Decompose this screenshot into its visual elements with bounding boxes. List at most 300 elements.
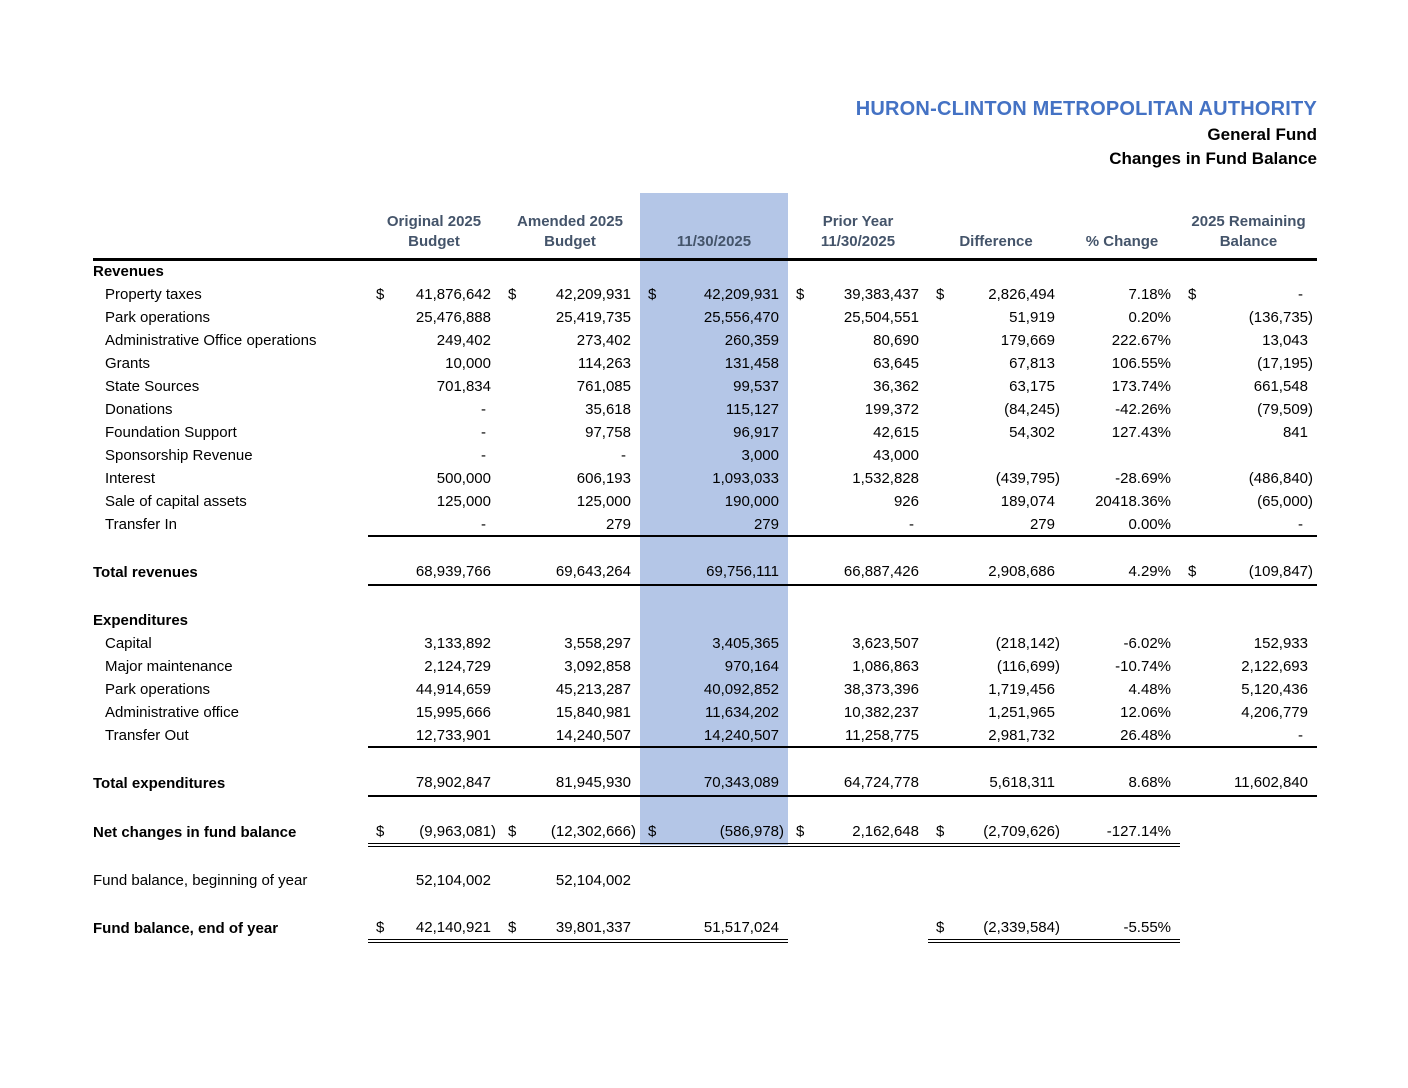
cell-prior (788, 444, 928, 467)
cell-original (368, 398, 500, 421)
cell-remaining (1180, 467, 1317, 490)
row-label: Administrative Office operations (105, 332, 317, 349)
cell-value: - (621, 447, 626, 464)
cell-current (640, 352, 788, 375)
cell-value: 51,517,024 (703, 918, 779, 936)
cell-amended (500, 585, 640, 608)
table-row (93, 632, 1317, 655)
cell-prior (788, 701, 928, 724)
cell-value: -6.02% (1123, 635, 1171, 652)
cell-difference (928, 585, 1064, 608)
cell-amended (500, 770, 640, 796)
cell-value: 5,120,436 (1241, 681, 1308, 698)
cell-pct-change (1064, 915, 1180, 941)
cell-difference (928, 796, 1064, 819)
cell-current (640, 585, 788, 608)
cell-difference (928, 724, 1064, 747)
cell-prior (788, 490, 928, 513)
cell-current (640, 513, 788, 536)
spacer-row (93, 845, 1317, 869)
cell-original (368, 421, 500, 444)
cell-remaining (1180, 845, 1317, 869)
cell-difference (928, 892, 1064, 915)
cell-value: 43,000 (873, 447, 919, 464)
cell-pct-change (1064, 329, 1180, 352)
table-row (93, 352, 1317, 375)
cell-value: 1,093,033 (712, 470, 779, 487)
cell-pct-change (1064, 259, 1180, 283)
row-label: Donations (105, 401, 173, 418)
cell-value: 10,382,237 (843, 704, 919, 721)
cell-prior (788, 352, 928, 375)
cell-value: 38,373,396 (843, 681, 919, 698)
cell-original (368, 892, 500, 915)
cell-amended (500, 892, 640, 915)
cell-amended (500, 490, 640, 513)
col-header-current (640, 193, 788, 259)
cell-value: 63,175 (1009, 378, 1055, 395)
header-row (93, 193, 1317, 259)
cell-value: 25,476,888 (415, 309, 491, 326)
cell-prior (788, 678, 928, 701)
cell-value: 2,124,729 (424, 658, 491, 675)
cell-remaining (1180, 421, 1317, 444)
cell-current (640, 259, 788, 283)
table-body (93, 259, 1317, 941)
cell-remaining (1180, 259, 1317, 283)
cell-amended (500, 513, 640, 536)
dollar-sign: $ (796, 822, 805, 840)
cell-current (640, 701, 788, 724)
cell-value: 0.20% (1128, 309, 1171, 326)
cell-amended (500, 632, 640, 655)
row-label: Major maintenance (105, 658, 233, 675)
cell-value: (9,963,081) (419, 822, 496, 840)
cell-remaining (1180, 796, 1317, 819)
cell-value: 63,645 (873, 355, 919, 372)
cell-value: 3,623,507 (852, 635, 919, 652)
cell-pct-change (1064, 869, 1180, 892)
cell-difference (928, 655, 1064, 678)
cell-prior (788, 536, 928, 559)
cell-amended (500, 467, 640, 490)
cell-current (640, 375, 788, 398)
table-row (93, 513, 1317, 536)
cell-prior (788, 915, 928, 941)
fund-title: General Fund (1207, 125, 1317, 144)
cell-amended (500, 536, 640, 559)
cell-value: - (1298, 286, 1303, 303)
cell-value: 35,618 (585, 401, 631, 418)
cell-value: 80,690 (873, 332, 919, 349)
cell-pct-change (1064, 655, 1180, 678)
cell-value: -42.26% (1115, 401, 1171, 418)
cell-difference (928, 467, 1064, 490)
cell-amended (500, 444, 640, 467)
corner-cell (93, 193, 368, 259)
cell-original (368, 585, 500, 608)
table-row (93, 467, 1317, 490)
cell-current (640, 444, 788, 467)
cell-value: - (481, 447, 486, 464)
cell-difference (928, 770, 1064, 796)
col-header-pct-change (1064, 193, 1180, 259)
cell-original (368, 375, 500, 398)
col-header-line: Original 2025 (386, 212, 482, 230)
cell-value: 131,458 (724, 355, 779, 372)
authority-title: HURON-CLINTON METROPOLITAN AUTHORITY (855, 98, 1317, 120)
cell-remaining (1180, 513, 1317, 536)
col-header-amended (500, 193, 640, 259)
cell-pct-change (1064, 608, 1180, 632)
table-row (93, 655, 1317, 678)
cell-current (640, 467, 788, 490)
col-header-difference (928, 193, 1064, 259)
cell-original (368, 490, 500, 513)
cell-value: - (1298, 515, 1303, 533)
row-label: Revenues (93, 263, 164, 281)
cell-remaining (1180, 915, 1317, 941)
cell-value: 11,634,202 (705, 704, 779, 721)
cell-difference (928, 444, 1064, 467)
cell-amended (500, 306, 640, 329)
dollar-sign: $ (936, 286, 945, 303)
cell-remaining (1180, 608, 1317, 632)
col-header-line: Budget (408, 232, 460, 250)
cell-value: 10,000 (445, 355, 491, 372)
cell-value: 64,724,778 (843, 774, 919, 791)
cell-pct-change (1064, 724, 1180, 747)
cell-value: 1,719,456 (988, 681, 1055, 698)
table-row (93, 421, 1317, 444)
cell-difference (928, 283, 1064, 306)
row-label: Interest (105, 470, 156, 487)
dollar-sign: $ (376, 918, 385, 936)
cell-remaining (1180, 398, 1317, 421)
dollar-sign: $ (508, 286, 517, 303)
col-header-remaining (1180, 193, 1317, 259)
cell-current (640, 869, 788, 892)
cell-prior (788, 329, 928, 352)
col-header-line: % Change (1085, 232, 1159, 250)
cell-amended (500, 724, 640, 747)
cell-value: 3,092,858 (564, 658, 631, 675)
cell-value: 51,919 (1009, 309, 1055, 326)
cell-difference (928, 559, 1064, 585)
cell-value: 273,402 (576, 332, 631, 349)
cell-remaining (1180, 585, 1317, 608)
cell-prior (788, 796, 928, 819)
cell-value: 42,140,921 (415, 918, 491, 936)
cell-amended (500, 915, 640, 941)
cell-value: 42,209,931 (555, 286, 631, 303)
table-row (93, 329, 1317, 352)
cell-current (640, 796, 788, 819)
cell-value: 14,240,507 (555, 726, 631, 744)
col-header-line: Amended 2025 (517, 212, 623, 230)
table-row (93, 915, 1317, 941)
fund-balance-table (93, 193, 1317, 943)
cell-value: (116,699) (996, 658, 1060, 675)
cell-value: 20418.36% (1095, 493, 1171, 510)
table-row (93, 306, 1317, 329)
cell-pct-change (1064, 490, 1180, 513)
cell-value: 3,405,365 (712, 635, 779, 652)
dollar-sign: $ (508, 822, 517, 840)
cell-value: 114,263 (577, 355, 631, 372)
cell-pct-change (1064, 513, 1180, 536)
cell-value: 199,372 (864, 401, 919, 418)
cell-value: -127.14% (1106, 822, 1171, 840)
cell-current (640, 421, 788, 444)
cell-amended (500, 819, 640, 845)
cell-value: - (481, 515, 486, 533)
cell-prior (788, 559, 928, 585)
cell-value: 222.67% (1111, 332, 1171, 349)
cell-current (640, 536, 788, 559)
cell-value: 4.29% (1128, 563, 1171, 580)
table-row (93, 559, 1317, 585)
cell-value: 179,669 (1000, 332, 1055, 349)
cell-original (368, 283, 500, 306)
cell-prior (788, 398, 928, 421)
cell-prior (788, 421, 928, 444)
cell-remaining (1180, 770, 1317, 796)
cell-value: (2,339,584) (983, 918, 1060, 936)
cell-value: 26.48% (1120, 726, 1171, 744)
cell-value: 4,206,779 (1241, 704, 1308, 721)
cell-value: (136,735) (1248, 309, 1313, 326)
cell-prior (788, 892, 928, 915)
cell-current (640, 608, 788, 632)
table-row (93, 678, 1317, 701)
cell-original (368, 819, 500, 845)
cell-amended (500, 329, 640, 352)
cell-difference (928, 259, 1064, 283)
cell-difference (928, 306, 1064, 329)
cell-value: 68,939,766 (415, 563, 491, 580)
row-label: Foundation Support (105, 424, 237, 441)
cell-pct-change (1064, 770, 1180, 796)
cell-value: 761,085 (576, 378, 631, 395)
cell-current (640, 892, 788, 915)
dollar-sign: $ (648, 286, 657, 303)
row-label: Total revenues (93, 563, 198, 581)
cell-original (368, 513, 500, 536)
cell-original (368, 869, 500, 892)
cell-prior (788, 747, 928, 770)
dollar-sign: $ (936, 822, 945, 840)
cell-value: 66,887,426 (843, 563, 919, 580)
col-header-line: Difference (959, 232, 1033, 250)
cell-value: 5,618,311 (989, 774, 1055, 791)
cell-value: 25,556,470 (703, 309, 779, 326)
row-label: Fund balance, beginning of year (93, 872, 308, 889)
cell-difference (928, 678, 1064, 701)
cell-value: 173.74% (1111, 378, 1171, 395)
cell-pct-change (1064, 585, 1180, 608)
cell-difference (928, 513, 1064, 536)
cell-value: -28.69% (1115, 470, 1171, 487)
cell-pct-change (1064, 845, 1180, 869)
cell-original (368, 259, 500, 283)
cell-value: 152,933 (1253, 635, 1308, 652)
cell-current (640, 678, 788, 701)
cell-value: 39,383,437 (843, 286, 919, 303)
cell-value: 69,756,111 (706, 563, 779, 580)
cell-current (640, 398, 788, 421)
cell-amended (500, 559, 640, 585)
cell-value: 279 (1029, 515, 1055, 533)
cell-difference (928, 375, 1064, 398)
cell-value: 44,914,659 (415, 681, 491, 698)
row-label: Administrative office (105, 704, 239, 721)
cell-remaining (1180, 375, 1317, 398)
cell-current (640, 559, 788, 585)
cell-prior (788, 632, 928, 655)
cell-value: 11,602,840 (1234, 774, 1308, 791)
col-header-line: 2025 Remaining (1191, 212, 1306, 230)
cell-current (640, 770, 788, 796)
cell-prior (788, 770, 928, 796)
cell-prior (788, 819, 928, 845)
row-label: Transfer Out (105, 727, 189, 744)
cell-pct-change (1064, 444, 1180, 467)
cell-remaining (1180, 724, 1317, 747)
cell-remaining (1180, 306, 1317, 329)
table-row (93, 770, 1317, 796)
cell-value: 1,086,863 (852, 658, 919, 675)
cell-value: 52,104,002 (415, 872, 491, 889)
cell-remaining (1180, 819, 1317, 845)
cell-value: 15,995,666 (415, 704, 491, 721)
cell-prior (788, 655, 928, 678)
cell-value: 926 (893, 493, 919, 510)
cell-value: 1,532,828 (852, 470, 919, 487)
cell-pct-change (1064, 536, 1180, 559)
cell-original (368, 770, 500, 796)
spacer-row (93, 796, 1317, 819)
cell-original (368, 845, 500, 869)
cell-value: 13,043 (1262, 332, 1308, 349)
cell-difference (928, 701, 1064, 724)
cell-amended (500, 869, 640, 892)
cell-amended (500, 701, 640, 724)
cell-amended (500, 678, 640, 701)
cell-value: 125,000 (576, 493, 631, 510)
cell-value: 25,504,551 (843, 309, 919, 326)
cell-amended (500, 747, 640, 770)
cell-remaining (1180, 490, 1317, 513)
cell-original (368, 632, 500, 655)
cell-pct-change (1064, 398, 1180, 421)
cell-value: 25,419,735 (555, 309, 631, 326)
row-label (93, 845, 368, 869)
cell-prior (788, 585, 928, 608)
row-label: Grants (105, 355, 151, 372)
cell-original (368, 444, 500, 467)
cell-value: 2,162,648 (852, 822, 919, 840)
cell-difference (928, 915, 1064, 941)
cell-amended (500, 421, 640, 444)
cell-difference (928, 398, 1064, 421)
cell-value: 189,074 (1000, 493, 1055, 510)
dollar-sign: $ (1188, 563, 1197, 580)
row-label: Total expenditures (93, 774, 226, 792)
dollar-sign: $ (1188, 286, 1197, 303)
cell-prior (788, 283, 928, 306)
cell-pct-change (1064, 467, 1180, 490)
table-row (93, 701, 1317, 724)
cell-value: 12,733,901 (415, 726, 491, 744)
dollar-sign: $ (376, 286, 385, 303)
cell-difference (928, 421, 1064, 444)
cell-amended (500, 608, 640, 632)
cell-value: 127.43% (1111, 424, 1171, 441)
cell-original (368, 915, 500, 941)
cell-amended (500, 352, 640, 375)
cell-value: 70,343,089 (703, 774, 779, 791)
cell-amended (500, 375, 640, 398)
cell-pct-change (1064, 678, 1180, 701)
cell-original (368, 329, 500, 352)
cell-remaining (1180, 678, 1317, 701)
cell-value: 2,981,732 (988, 726, 1055, 744)
cell-value: 42,615 (873, 424, 919, 441)
cell-remaining (1180, 701, 1317, 724)
cell-original (368, 701, 500, 724)
cell-prior (788, 375, 928, 398)
cell-value: 3,558,297 (564, 635, 631, 652)
row-label (93, 536, 368, 559)
cell-value: 45,213,287 (555, 681, 631, 698)
table-row (93, 444, 1317, 467)
cell-value: 970,164 (724, 658, 779, 675)
row-label: Property taxes (105, 286, 202, 303)
cell-value: 40,092,852 (703, 681, 779, 698)
cell-value: (79,509) (1257, 401, 1313, 418)
cell-value: -5.55% (1123, 918, 1171, 936)
cell-pct-change (1064, 559, 1180, 585)
cell-value: 1,251,965 (988, 704, 1055, 721)
cell-value: (17,195) (1257, 355, 1313, 372)
cell-value: 39,801,337 (555, 918, 631, 936)
cell-difference (928, 608, 1064, 632)
table-row (93, 608, 1317, 632)
table-row (93, 724, 1317, 747)
cell-difference (928, 329, 1064, 352)
dollar-sign: $ (936, 918, 945, 936)
report-subtitle: Changes in Fund Balance (1109, 149, 1317, 168)
cell-value: 125,000 (436, 493, 491, 510)
cell-pct-change (1064, 747, 1180, 770)
row-label: State Sources (105, 378, 200, 395)
row-label: Sponsorship Revenue (105, 447, 253, 464)
cell-value: 3,000 (741, 447, 779, 464)
table-row (93, 490, 1317, 513)
cell-remaining (1180, 559, 1317, 585)
cell-current (640, 655, 788, 678)
cell-value: 115,127 (725, 401, 779, 418)
cell-value: 2,122,693 (1241, 658, 1308, 675)
cell-value: 701,834 (436, 378, 491, 395)
cell-value: 249,402 (436, 332, 491, 349)
cell-amended (500, 655, 640, 678)
row-label: Park operations (105, 309, 211, 326)
row-label: Transfer In (105, 516, 177, 533)
cell-value: 2,908,686 (988, 563, 1055, 580)
cell-pct-change (1064, 375, 1180, 398)
